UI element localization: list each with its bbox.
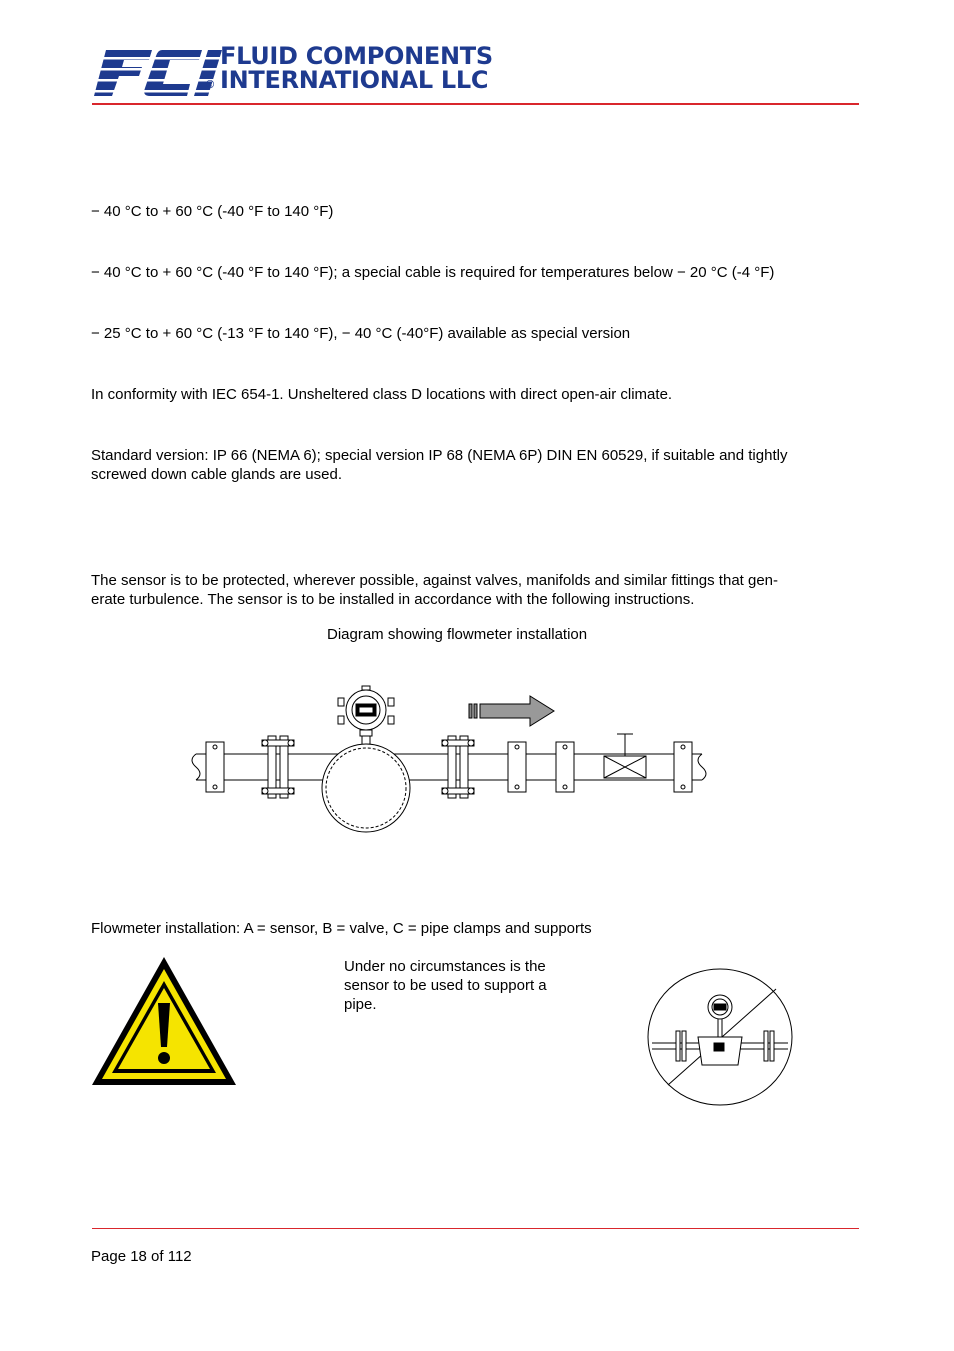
fci-logo-mark	[90, 50, 225, 96]
flange-left	[262, 736, 294, 798]
pipe-clamp-3	[556, 742, 574, 792]
transmitter-head	[338, 686, 394, 736]
cable-temperature-text: − 40 °C to + 60 °C (-40 °F to 140 °F); a special cable is required for temperatures below − 20 °C (-4 °F)	[91, 264, 775, 281]
installation-line2: erate turbulence. The sensor is to be installed in accordance with the following instructions.	[91, 591, 695, 608]
prohibited-support-icon	[646, 967, 794, 1107]
installation-caption: Flowmeter installation: A = sensor, B = valve, C = pipe clamps and supports	[91, 920, 592, 937]
warning-text	[344, 957, 574, 1014]
page-number: Page 18 of 112	[91, 1248, 192, 1265]
warning-line1: Under no circumstances is the	[344, 958, 546, 975]
footer-rule	[92, 1228, 859, 1229]
warning-line3: pipe.	[344, 996, 377, 1013]
protection-class-line1: Standard version: IP 66 (NEMA 6); special version IP 68 (NEMA 6P) DIN EN 60529, if suitable and tightly	[91, 447, 788, 464]
warning-line2: sensor to be used to support a	[344, 977, 547, 994]
ambient-temperature-text: − 40 °C to + 60 °C (-40 °F to 140 °F)	[91, 203, 334, 220]
company-name-line2: INTERNATIONAL LLC	[220, 66, 489, 94]
valve	[604, 734, 646, 778]
storage-temperature-text: − 25 °C to + 60 °C (-13 °F to 140 °F), − 40 °C (-40°F) available as special version	[91, 325, 631, 342]
pipe-clamp-2	[508, 742, 526, 792]
installation-instructions-text	[91, 571, 851, 609]
sensor-body	[322, 726, 410, 832]
company-name-line1: FLUID COMPONENTS	[220, 42, 493, 70]
registered-mark: ®	[206, 79, 215, 91]
flange-right	[442, 736, 474, 798]
warning-triangle-icon	[90, 955, 238, 1087]
company-name	[220, 44, 493, 92]
climate-class-text: In conformity with IEC 654-1. Unsheltered class D locations with direct open-air climate.	[91, 386, 673, 403]
flow-direction-arrow	[469, 696, 554, 726]
protection-class-line2: screwed down cable glands are used.	[91, 466, 342, 483]
pipe-clamp-4	[674, 742, 692, 792]
diagram-caption: Diagram showing flowmeter installation	[327, 626, 588, 643]
pipe-clamp-1	[206, 742, 224, 792]
installation-line1: The sensor is to be protected, wherever possible, against valves, manifolds and similar fittings that gen-	[91, 572, 779, 589]
protection-class-text	[91, 446, 851, 484]
flowmeter-installation-diagram	[180, 680, 720, 840]
header-rule	[92, 103, 859, 105]
